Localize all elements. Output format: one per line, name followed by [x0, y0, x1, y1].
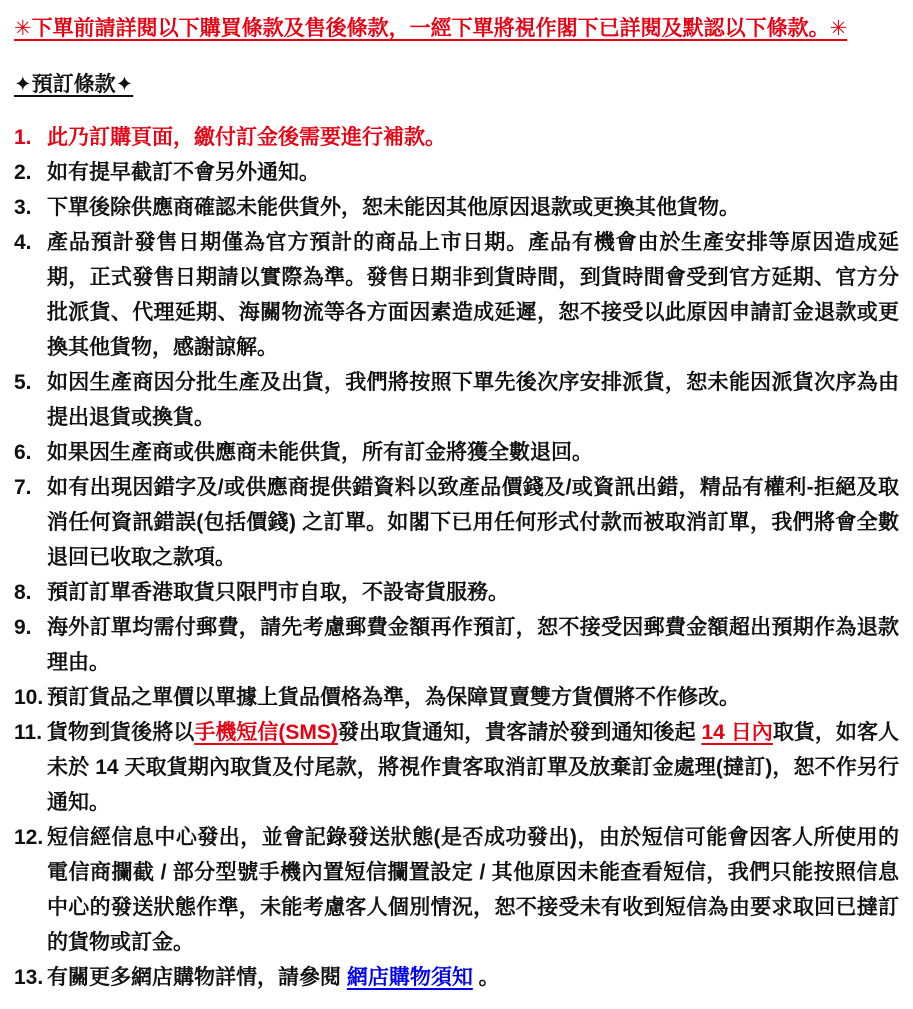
term-item-6	[14, 435, 899, 470]
text-segment: 取貨，如客人未於 14 天取貨期內取貨及付尾款，將視作貴客取消訂單及放棄訂金處理(撻訂)，恕不作另行通知。	[47, 721, 900, 814]
term-item-text	[47, 575, 899, 610]
term-item-text	[47, 435, 899, 470]
term-item-number: 8.	[14, 581, 32, 604]
highlighted-text: 手機短信(SMS)	[194, 721, 338, 744]
text-segment: 有關更多網店購物詳情，請參閱	[47, 966, 347, 989]
page-title: ✳下單前請詳閱以下購買條款及售後條款，一經下單將視作閣下已詳閱及默認以下條款。✳	[14, 17, 848, 40]
text-segment: 如有提早截訂不會另外通知。	[47, 161, 320, 184]
term-item-5	[14, 365, 899, 435]
text-segment: 海外訂單均需付郵費，請先考慮郵費金額再作預訂，恕不接受因郵費金額超出預期作為退款理由。	[47, 616, 899, 674]
term-item-text	[47, 155, 899, 190]
term-item-text	[47, 680, 899, 715]
term-item-text	[47, 820, 899, 960]
text-segment: 短信經信息中心發出，並會記錄發送狀態(是否成功發出)，由於短信可能會因客人所使用的電信商攔截 / 部分型號手機內置短信攔置設定 / 其他原因未能查看短信，我們只能按照信息中心的發送狀態作準，未能考慮客人個別情況，恕不接受未有收到短信為由要求取回已撻訂的貨物或訂金。	[47, 826, 899, 954]
term-item-text	[47, 715, 899, 820]
text-segment: 如有出現因錯字及/或供應商提供錯資料以致產品價錢及/或資訊出錯，精品有權利-拒絕及取消任何資訊錯誤(包括價錢) 之訂單。如閣下已用任何形式付款而被取消訂單，我們將會全數退回已收取之款項。	[47, 476, 899, 569]
term-item-7	[14, 470, 899, 575]
term-item-number: 2.	[14, 161, 32, 184]
term-item-number: 3.	[14, 196, 32, 219]
term-item-text	[47, 225, 899, 365]
term-item-text	[47, 365, 899, 435]
term-item-number: 11.	[14, 721, 43, 744]
text-segment: 產品預計發售日期僅為官方預計的商品上市日期。產品有機會由於生產安排等原因造成延期，正式發售日期請以實際為準。發售日期非到貨時間，到貨時間會受到官方延期、官方分批派貨、代理延期、海關物流等各方面因素造成延遲，恕不接受以此原因申請訂金退款或更換其他貨物，感謝諒解。	[47, 231, 899, 359]
term-item-11	[14, 715, 899, 820]
term-item-2	[14, 155, 899, 190]
term-item-9	[14, 610, 899, 680]
term-item-13	[14, 960, 899, 995]
text-segment: 發出取貨通知，貴客請於發到通知後起	[337, 721, 702, 744]
highlighted-text: 14 日內	[701, 721, 773, 744]
term-item-number: 10.	[14, 686, 44, 709]
term-item-10	[14, 680, 899, 715]
term-item-text	[47, 120, 899, 155]
term-item-8	[14, 575, 899, 610]
term-item-number: 12.	[14, 826, 44, 849]
section-heading-preorder-terms: ✦預訂條款✦	[14, 73, 134, 96]
text-segment: 下單後除供應商確認未能供貨外，恕未能因其他原因退款或更換其他貨物。	[47, 196, 740, 219]
term-item-number: 9.	[14, 616, 32, 639]
term-item-number: 6.	[14, 441, 32, 464]
term-item-3	[14, 190, 899, 225]
text-segment: 如因生產商因分批生產及出貨，我們將按照下單先後次序安排派貨，恕未能因派貨次序為由提出退貨或換貨。	[47, 371, 899, 429]
term-item-4	[14, 225, 899, 365]
term-item-number: 4.	[14, 231, 32, 254]
text-segment: 此乃訂購頁面，繳付訂金後需要進行補款。	[47, 126, 446, 149]
term-item-text	[47, 190, 899, 225]
term-item-number: 13.	[14, 966, 44, 989]
terms-list	[14, 120, 899, 995]
term-item-12	[14, 820, 899, 960]
text-segment: 如果因生產商或供應商未能供貨，所有訂金將獲全數退回。	[47, 441, 593, 464]
shop-guide-link[interactable]: 網店購物須知	[346, 966, 473, 989]
term-item-text	[47, 470, 899, 575]
term-item-number: 1.	[14, 126, 32, 149]
text-segment: 預訂貨品之單價以單據上貨品價格為準，為保障買賣雙方貨價將不作修改。	[47, 686, 740, 709]
text-segment: 。	[472, 966, 500, 989]
term-item-text	[47, 610, 899, 680]
term-item-number: 5.	[14, 371, 32, 394]
term-item-text	[47, 960, 899, 995]
term-item-number: 7.	[14, 476, 32, 499]
term-item-1	[14, 120, 899, 155]
text-segment: 貨物到貨後將以	[47, 721, 195, 744]
text-segment: 預訂訂單香港取貨只限門市自取，不設寄貨服務。	[47, 581, 509, 604]
